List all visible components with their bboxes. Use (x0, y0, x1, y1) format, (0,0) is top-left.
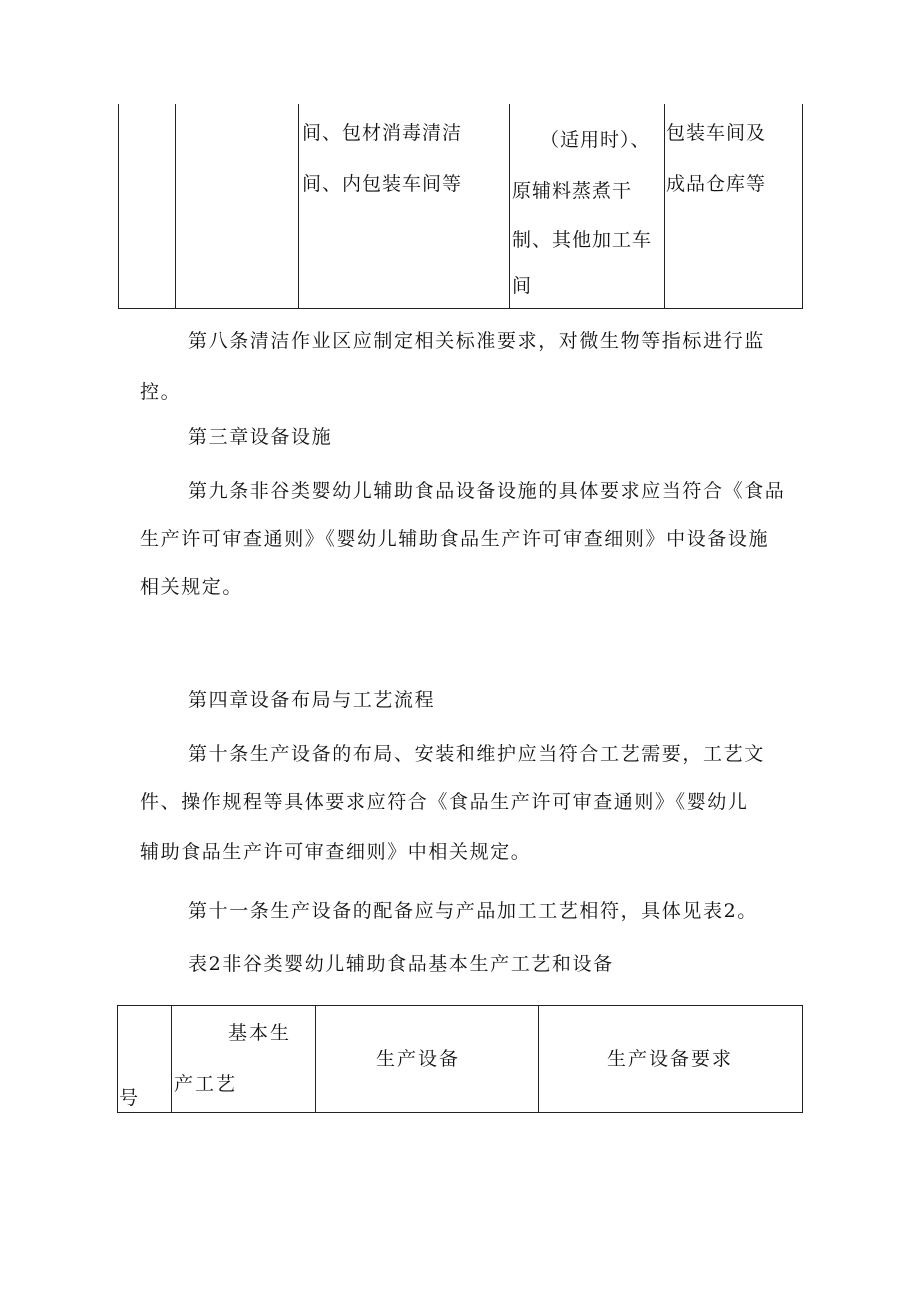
table-1-cell: 间 (512, 275, 533, 297)
table-2-border (117, 1005, 803, 1006)
article-10-text: 辅助食品生产许可审查细则》中相关规定。 (140, 841, 532, 863)
table-2-border (117, 1112, 803, 1113)
table-2-header-equipment: 生产设备 (376, 1048, 461, 1070)
table-1-border (509, 104, 510, 309)
article-9-text: 生产许可审查通则》《婴幼儿辅助食品生产许可审查细则》中设备设施 (140, 528, 770, 550)
chapter-4-heading: 第四章设备布局与工艺流程 (188, 689, 436, 711)
table-2-header-number: 号 (119, 1087, 141, 1109)
table-1-border (664, 104, 665, 309)
table-2-border (802, 1005, 803, 1113)
article-9-text: 相关规定。 (140, 576, 244, 598)
table-1-border (298, 104, 299, 309)
chapter-3-heading: 第三章设备设施 (188, 426, 333, 448)
table-1-cell: （适用时）、 (540, 129, 651, 151)
article-10-text: 第十条生产设备的布局、安装和维护应当符合工艺需要，工艺文 (188, 743, 765, 765)
article-8-text: 第八条清洁作业区应制定相关标准要求，对微生物等指标进行监 (188, 330, 765, 352)
table-1-border (118, 308, 803, 309)
table-1-border (175, 104, 176, 309)
table-1-cell: 间、包材消毒清洁 (302, 122, 463, 144)
article-8-text: 控。 (140, 381, 182, 403)
table-2-header-process: 基本生 (228, 1022, 292, 1044)
table-2-caption: 表2非谷类婴幼儿辅助食品基本生产工艺和设备 (188, 953, 614, 975)
table-2-border (171, 1005, 172, 1113)
table-1-border (802, 104, 803, 309)
table-1-cell: 包装车间及 (666, 122, 767, 144)
table-2-border (117, 1005, 118, 1113)
table-2-header-equipment-requirements: 生产设备要求 (607, 1048, 734, 1070)
table-1-cell: 间、内包装车间等 (302, 173, 463, 195)
article-11-text: 第十一条生产设备的配备应与产品加工工艺相符，具体见表2。 (188, 900, 758, 922)
table-1-cell: 原辅料蒸煮干 (512, 180, 633, 202)
article-9-text: 第九条非谷类婴幼儿辅助食品设备设施的具体要求应当符合《食品 (188, 480, 786, 502)
table-1-border (118, 104, 119, 309)
table-1-cell: 制、其他加工车 (512, 229, 653, 251)
table-2-border (315, 1005, 316, 1113)
table-2-border (538, 1005, 539, 1113)
table-1-cell: 成品仓库等 (666, 173, 767, 195)
table-2-header-process: 产工艺 (174, 1073, 238, 1095)
article-10-text: 件、操作规程等具体要求应符合《食品生产许可审查通则》《婴幼儿 (140, 791, 749, 813)
